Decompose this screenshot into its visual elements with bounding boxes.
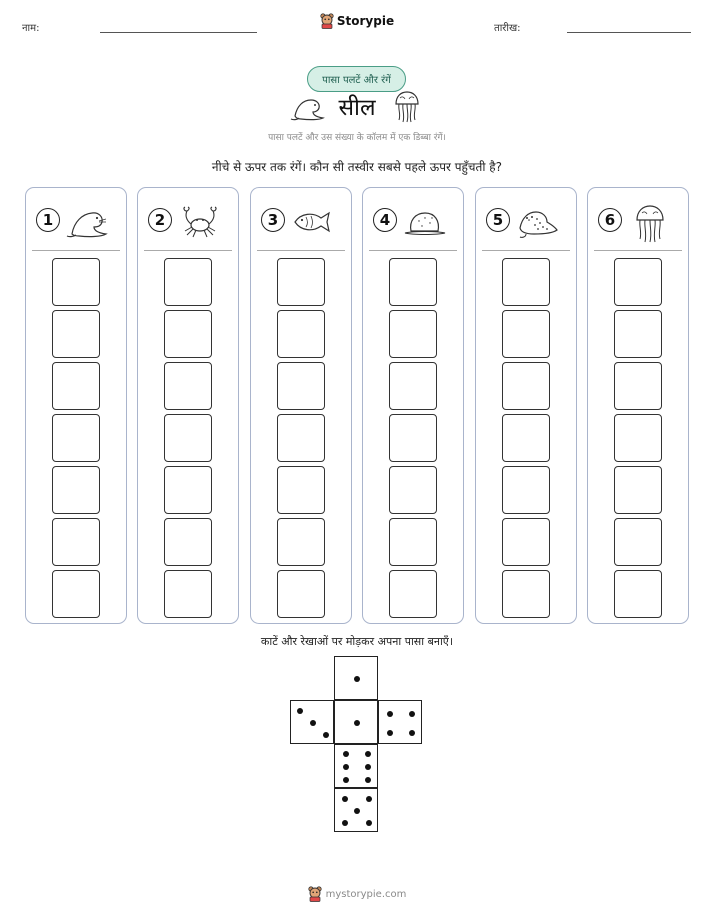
column-number: 2 [148, 208, 172, 232]
dice-instruction: काटें और रेखाओं पर मोड़कर अपना पासा बनाएँ। [260, 635, 454, 648]
die-face-6 [334, 744, 378, 788]
color-box[interactable] [52, 414, 100, 462]
color-box[interactable] [502, 518, 550, 566]
column-number: 4 [373, 208, 397, 232]
color-box[interactable] [614, 310, 662, 358]
die-pip [354, 676, 360, 682]
color-box[interactable] [389, 518, 437, 566]
fish-icon [291, 204, 335, 240]
color-box[interactable] [52, 362, 100, 410]
crab-icon [178, 204, 222, 240]
color-box[interactable] [614, 466, 662, 514]
color-box[interactable] [164, 258, 212, 306]
color-box[interactable] [502, 466, 550, 514]
column-3 [250, 187, 352, 624]
die-pip [354, 808, 360, 814]
column-5 [475, 187, 577, 624]
color-box[interactable] [277, 258, 325, 306]
color-box[interactable] [389, 414, 437, 462]
color-box[interactable] [164, 362, 212, 410]
column-4 [362, 187, 464, 624]
die-pip [342, 820, 348, 826]
die-pip [323, 732, 329, 738]
color-box[interactable] [389, 570, 437, 618]
column-number: 6 [598, 208, 622, 232]
name-line [100, 32, 257, 33]
column-6 [587, 187, 689, 624]
die-face-5 [334, 788, 378, 832]
color-box[interactable] [614, 362, 662, 410]
color-box[interactable] [502, 570, 550, 618]
bear-logo-icon [320, 13, 334, 29]
brand-name: Storypie [336, 14, 395, 28]
die-pip [387, 711, 393, 717]
die-pip [310, 720, 316, 726]
color-box[interactable] [52, 466, 100, 514]
column-2 [137, 187, 239, 624]
die-pip [366, 796, 372, 802]
color-box[interactable] [52, 310, 100, 358]
color-box[interactable] [502, 362, 550, 410]
column-number: 5 [486, 208, 510, 232]
color-box[interactable] [164, 518, 212, 566]
column-number: 3 [261, 208, 285, 232]
die-pip [387, 730, 393, 736]
subtitle: पासा पलटें और उस संख्या के कॉलम में एक डिब्बा रंगें। [268, 133, 446, 143]
die-face-3 [290, 700, 334, 744]
footer [0, 886, 714, 902]
die-pip [297, 708, 303, 714]
color-box[interactable] [502, 310, 550, 358]
color-box[interactable] [277, 518, 325, 566]
die-pip [365, 777, 371, 783]
seal-icon [66, 204, 110, 240]
color-box[interactable] [277, 414, 325, 462]
color-box[interactable] [277, 310, 325, 358]
color-box[interactable] [52, 518, 100, 566]
die-face-1 [334, 656, 378, 700]
instruction: नीचे से ऊपर तक रंगें। कौन सी तस्वीर सबसे पहले ऊपर पहुँचती है? [211, 160, 503, 174]
page-title: सील [338, 95, 376, 121]
die-pip [343, 764, 349, 770]
color-box[interactable] [52, 258, 100, 306]
color-box[interactable] [52, 570, 100, 618]
jellyfish-icon [392, 90, 422, 124]
spotted-seal-icon [516, 204, 560, 240]
die-pip [409, 730, 415, 736]
bear-logo-icon [308, 886, 322, 902]
color-box[interactable] [164, 310, 212, 358]
color-box[interactable] [389, 466, 437, 514]
color-box[interactable] [614, 518, 662, 566]
color-box[interactable] [277, 570, 325, 618]
name-label: नाम: [22, 23, 40, 34]
die-pip [409, 711, 415, 717]
die-pip [354, 720, 360, 726]
column-1 [25, 187, 127, 624]
color-box[interactable] [164, 570, 212, 618]
color-box[interactable] [614, 258, 662, 306]
date-line [567, 32, 691, 33]
color-box[interactable] [277, 466, 325, 514]
die-face-1 [334, 700, 378, 744]
rock-icon [403, 204, 447, 240]
jellyfish-icon [628, 204, 672, 244]
die-pip [366, 820, 372, 826]
date-label: तारीख: [494, 23, 521, 34]
activity-type-badge: पासा पलटें और रंगें [307, 66, 406, 92]
footer-site: mystorypie.com [325, 888, 407, 900]
color-box[interactable] [502, 414, 550, 462]
die-face-4 [378, 700, 422, 744]
color-box[interactable] [277, 362, 325, 410]
color-box[interactable] [389, 310, 437, 358]
color-box[interactable] [502, 258, 550, 306]
die-pip [343, 751, 349, 757]
color-box[interactable] [164, 414, 212, 462]
color-box[interactable] [389, 362, 437, 410]
die-pip [365, 764, 371, 770]
color-box[interactable] [389, 258, 437, 306]
die-pip [342, 796, 348, 802]
brand-logo [0, 13, 714, 29]
die-pip [343, 777, 349, 783]
color-box[interactable] [614, 570, 662, 618]
column-number: 1 [36, 208, 60, 232]
die-pip [365, 751, 371, 757]
color-box[interactable] [164, 466, 212, 514]
color-box[interactable] [614, 414, 662, 462]
